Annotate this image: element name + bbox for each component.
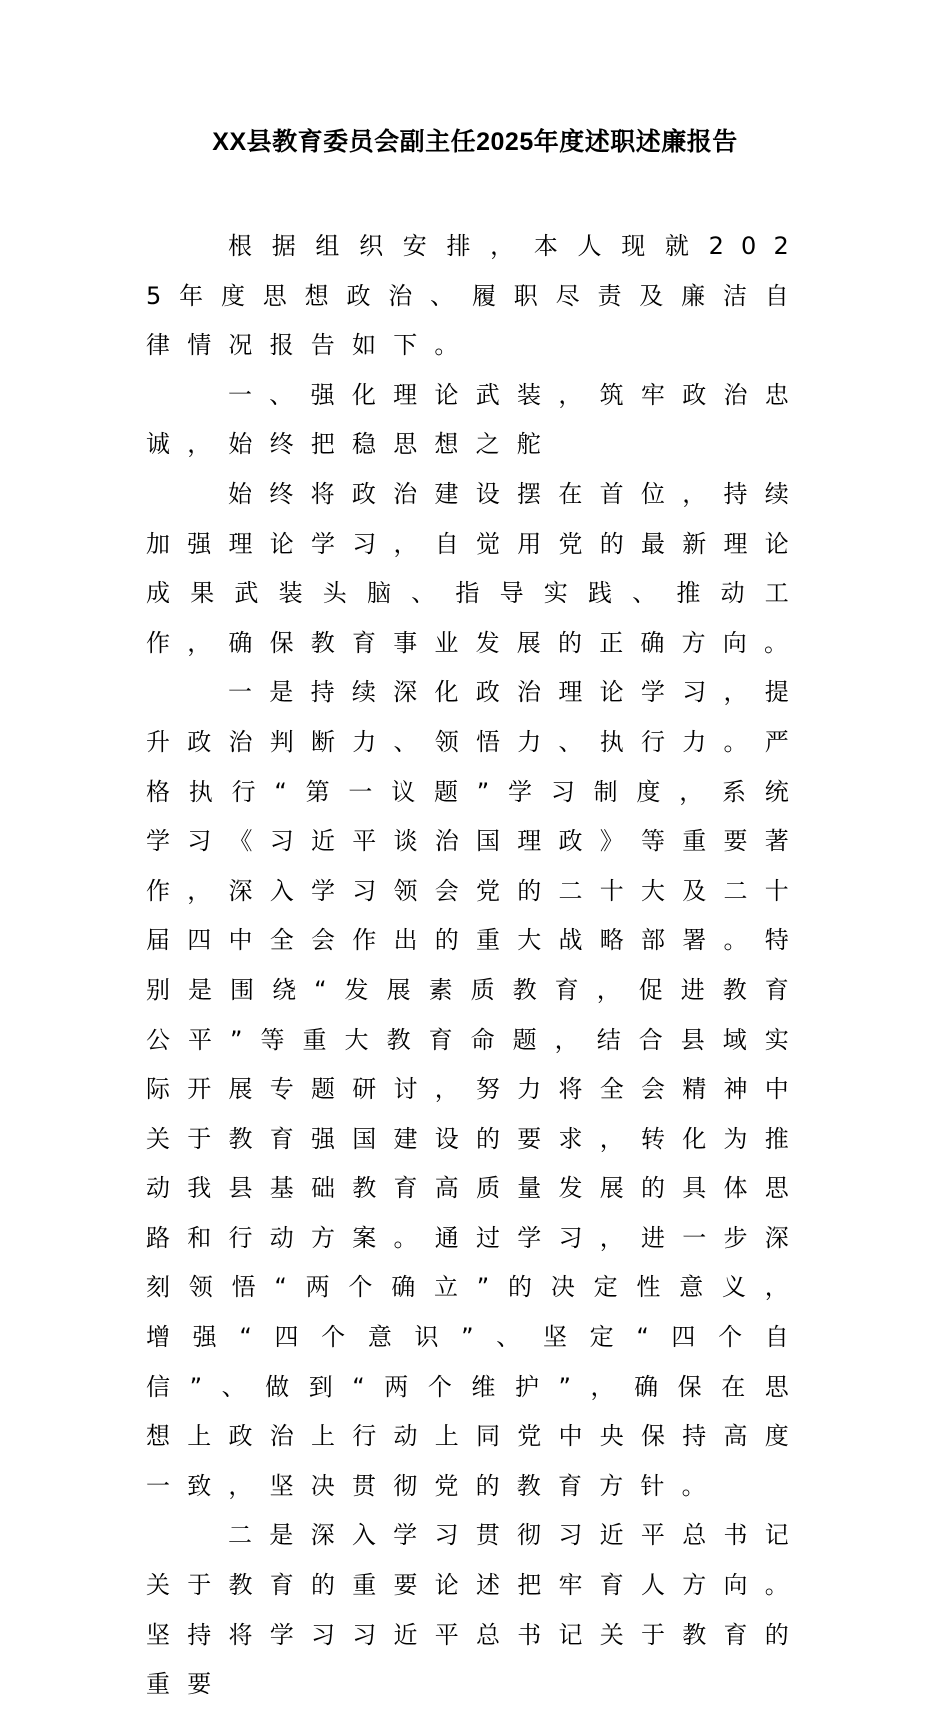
section-1-point-1-paragraph: 一是持续深化政治理论学习，提升政治判断力、领悟力、执行力。严格执行“第一议题”学习制度，系统学习《习近平谈治国理政》等重要著作，深入学习领会党的二十大及二十届四中全会作出的重大战略部署。特别是围绕“发展素质教育，促进教育公平”等重大教育命题，结合县域实际开展专题研讨，努力将全会精神中关于教育强国建设的要求，转化为推动我县基础教育高质量发展的具体思路和行动方案。通过学习，进一步深刻领悟“两个确立”的决定性意义，增强“四个意识”、坚定“四个自信”、做到“两个维护”，确保在思想上政治上行动上同党中央保持高度一致，坚决贯彻党的教育方针。 bbox=[146, 678, 806, 1500]
section-1-summary-paragraph: 始终将政治建设摆在首位，持续加强理论学习，自觉用党的最新理论成果武装头脑、指导实践、推动工作，确保教育事业发展的正确方向。 bbox=[146, 479, 806, 657]
document-body bbox=[146, 222, 806, 1710]
section-heading-1: 一、强化理论武装，筑牢政治忠诚，始终把稳思想之舵 bbox=[146, 380, 806, 459]
section-1-point-2-paragraph: 二是深入学习贯彻习近平总书记关于教育的重要论述把牢育人方向。坚持将学习习近平总书记关于教育的重要 bbox=[146, 1521, 806, 1699]
document-title: XX县教育委员会副主任2025年度述职述廉报告 bbox=[212, 128, 738, 156]
intro-paragraph: 根据组织安排，本人现就2025年度思想政治、履职尽责及廉洁自律情况报告如下。 bbox=[146, 232, 806, 360]
